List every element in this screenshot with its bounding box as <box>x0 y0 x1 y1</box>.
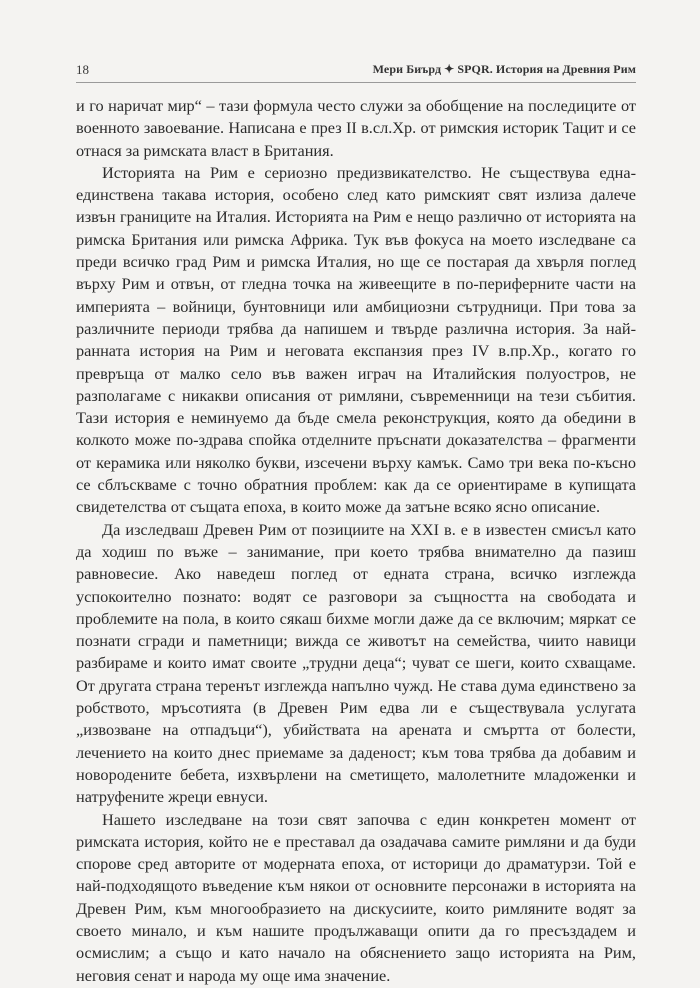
paragraph: и го наричат мир“ – тази формула често служи за обобщение на последиците от военното завоевание. Написана е през II в.сл.Хр. от римския историк Тацит и се отнася за римската власт в Британия. <box>76 96 636 160</box>
running-head <box>373 62 636 77</box>
paragraph: Нашето изследване на този свят започва с един конкретен момент от римската история, който не е преставал да озадачава самите римляни и да буди спорове сред авторите от модерната епоха, от историци до драматурзи. Той е най-подходящото въведение към някои от основните персонажи в историята на Древен Рим, към многообразието на дискусиите, които римляните водят за своето минало, и към нашите продължаващи опити да го пресъздадем и осмислим; а също и като начало на обяснението защо историята на Рим, неговия сенат и народа му още има значение. <box>76 809 636 985</box>
running-head-author: Мери Биърд <box>372 62 442 76</box>
page-header <box>76 62 636 80</box>
running-head-separator: ✦ <box>444 62 455 76</box>
header-rule <box>76 82 636 83</box>
running-head-book-title: SPQR. История на Древния Рим <box>457 62 636 76</box>
body-text <box>76 95 636 987</box>
page-number: 18 <box>76 62 89 77</box>
paragraph: Историята на Рим е сериозно предизвикателство. Не съществува една-единствена такава история, особено след като римският свят излиза далече извън границите на Италия. Историята на Рим е нещо различно от историята на римска Британия или римска Африка. Тук във фокуса на моето изследване са преди всичко град Рим и римска Италия, но ще се постарая да хвърля поглед върху Рим и отвън, от гледна точка на живеещите в по-периферните части на империята – войници, бунтовници или амбициозни сътрудници. При това за различните периоди трябва да напишем и твърде различна история. За най-ранната история на Рим и неговата експанзия през IV в.пр.Хр., когато го превръща от малко село във важен играч на Италийския полуостров, не разполагаме с никакви описания от римляни, съвременници на тези събития. Тази история е неминуемо да бъде смела реконструкция, която да обедини в колкото може по-здрава спойка отделните пръснати доказателства – фрагменти от керамика или няколко букви, изсечени върху камък. Само три века по-късно се сблъскваме с точно обратния проблем: как да се ориентираме в купищата свидетелства от същата епоха, в които може да затъне всяко ясно описание. <box>76 162 636 517</box>
paragraph: Да изследваш Древен Рим от позициите на XXI в. е в известен смисъл като да ходиш по въже – занимание, при което трябва внимателно да пазиш равновесие. Ако наведеш поглед от едната страна, всичко изглежда успокоително познато: водят се разговори за същността на свободата и проблемите на пола, в които сякаш бихме могли даже да се включим; мяркат се познати сгради и паметници; вижда се животът на семейства, чиито навици разбираме и които имат своите „трудни деца“; чуват се шеги, които схващаме. От другата страна теренът изглежда напълно чужд. Не става дума единствено за робството, мръсотията (в Древен Рим едва ли е съществувала услугата „извозване на отпадъци“), убийствата на арената и смъртта от болести, лечението на които днес приемаме за даденост; към това трябва да добавим и новородените бебета, изхвърлени на сметището, малолетните младоженки и натруфените жреци евнуси. <box>76 519 636 807</box>
